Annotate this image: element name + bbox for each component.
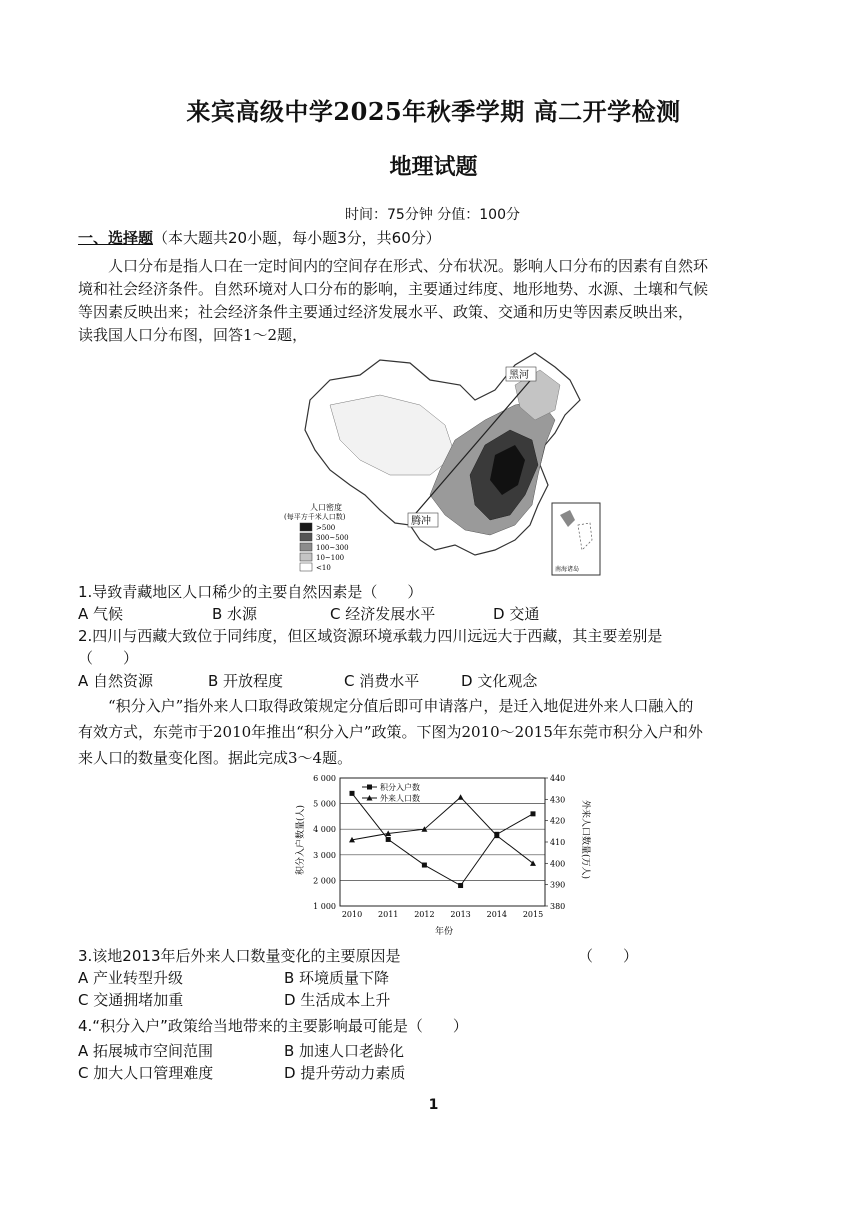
legend-swatch-3 xyxy=(300,543,312,551)
south-china-sea-inset xyxy=(552,503,600,575)
legend-subtitle: (每平方千米人口数) xyxy=(284,513,346,521)
legend-label-3: 100~300 xyxy=(316,544,349,552)
series-line-1 xyxy=(352,793,533,885)
heihe-label: 黑河 xyxy=(509,370,529,381)
y-right-tick-label: 400 xyxy=(550,859,566,869)
q4-option-a[interactable]: A 拓展城市空间范围 xyxy=(78,1042,214,1060)
passage-population xyxy=(78,255,811,347)
y-axis-right-label: 外来人口数量(万人) xyxy=(580,800,590,880)
q3-option-c[interactable]: C 交通拥堵加重 xyxy=(78,991,184,1009)
passage-line: 人口分布是指人口在一定时间内的空间存在形式、分布状况。影响人口分布的因素有自然环 xyxy=(108,257,709,275)
y-left-tick-label: 4 000 xyxy=(313,825,336,835)
q3-option-d[interactable]: D 生活成本上升 xyxy=(284,991,391,1009)
y-left-tick-label: 2 000 xyxy=(313,876,336,886)
q4-option-c[interactable]: C 加大人口管理难度 xyxy=(78,1064,214,1082)
y-right-tick-label: 380 xyxy=(550,902,566,911)
y-right-tick-label: 410 xyxy=(550,838,566,847)
legend-marker-square xyxy=(367,785,372,790)
passage-line: 来人口的数量变化图。据此完成3～4题。 xyxy=(78,749,353,767)
y-left-tick-label: 5 000 xyxy=(313,799,336,809)
passage-line: 有效方式，东莞市于2010年推出“积分入户”政策。下图为2010～2015年东莞市积分入户和外 xyxy=(78,723,703,741)
chart-series xyxy=(349,791,536,888)
plot-frame xyxy=(340,778,545,906)
x-tick-label: 2011 xyxy=(378,910,399,919)
legend-series-2: 外来人口数 xyxy=(380,794,420,803)
legend-label-1: >500 xyxy=(316,524,336,532)
legend-label-2: 300~500 xyxy=(316,534,349,542)
tengchong-label: 腾冲 xyxy=(411,516,431,527)
subject-title: 地理试题 xyxy=(389,154,478,180)
question-1-stem: 1.导致青藏地区人口稀少的主要自然因素是（ ） xyxy=(78,583,423,601)
x-tick-label: 2010 xyxy=(341,910,363,919)
legend-items xyxy=(300,523,349,572)
question-2-paren: （ ） xyxy=(78,649,139,667)
chart-grid xyxy=(340,804,545,881)
inset-label: 南海诸岛 xyxy=(555,566,580,573)
x-tick-label: 2015 xyxy=(522,910,544,919)
legend-label-4: 10~100 xyxy=(316,554,345,562)
legend-title: 人口密度 xyxy=(310,503,342,512)
series-line-2 xyxy=(352,797,533,863)
q3-option-a[interactable]: A 产业转型升级 xyxy=(78,969,184,987)
q4-option-d[interactable]: D 提升劳动力素质 xyxy=(284,1064,406,1082)
exam-title: 来宾高级中学2025年秋季学期 高二开学检测 xyxy=(186,97,681,126)
y-left-tick-label: 6 000 xyxy=(313,774,336,783)
point-migrant-population xyxy=(458,794,464,800)
passage-points-household xyxy=(78,693,811,771)
x-tick-label: 2014 xyxy=(486,910,507,919)
y-axis-left-label: 积分入户数量(人) xyxy=(296,804,306,875)
q1-option-d[interactable]: D 交通 xyxy=(493,605,540,623)
y-left-tick-label: 1 000 xyxy=(313,902,336,911)
passage-line: “积分入户”指外来人口取得政策规定分值后即可申请落户，是迁入地促进外来人口融入的 xyxy=(108,697,694,715)
q4-option-b[interactable]: B 加速人口老龄化 xyxy=(284,1042,405,1060)
q1-option-a[interactable]: A 气候 xyxy=(78,605,124,623)
exam-meta: 时间：75分钟 分值：100分 xyxy=(345,207,520,223)
point-points-household xyxy=(422,863,427,868)
question-4-stem: 4.“积分入户”政策给当地带来的主要影响最可能是（ ） xyxy=(78,1017,468,1035)
page-number: 1 xyxy=(428,1097,439,1113)
legend-swatch-1 xyxy=(300,523,312,531)
q2-option-a[interactable]: A 自然资源 xyxy=(78,672,154,690)
chart-legend xyxy=(362,782,420,803)
point-points-household xyxy=(386,837,391,842)
y-left-tick-label: 3 000 xyxy=(313,850,336,860)
y-right-tick-label: 390 xyxy=(550,880,566,890)
question-3-paren: （ ） xyxy=(578,947,639,965)
question-3-stem: 3.该地2013年后外来人口数量变化的主要原因是 xyxy=(78,947,401,965)
legend-series-1: 积分入户数 xyxy=(380,783,420,792)
x-tick-label: 2013 xyxy=(450,910,471,919)
household-population-chart xyxy=(285,770,605,940)
legend-label-5: <10 xyxy=(316,564,331,572)
q2-option-d[interactable]: D 文化观念 xyxy=(461,672,538,690)
section-description: （本大题共20小题，每小题3分，共60分） xyxy=(153,229,441,247)
legend-swatch-5 xyxy=(300,563,312,571)
y-right-tick-label: 430 xyxy=(550,795,566,805)
legend-swatch-4 xyxy=(300,553,312,561)
point-points-household xyxy=(458,883,463,888)
y-right-tick-label: 420 xyxy=(550,816,566,826)
passage-line: 境和社会经济条件。自然环境对人口分布的影响，主要通过纬度、地形地势、水源、土壤和气候 xyxy=(78,280,709,298)
question-2-stem: 2.四川与西藏大致位于同纬度，但区域资源环境承载力四川远远大于西藏，其主要差别是 xyxy=(78,627,663,645)
x-tick-label: 2012 xyxy=(414,910,435,919)
section-heading xyxy=(78,227,441,248)
section-title: 一、选择题 xyxy=(78,229,154,247)
passage-line: 读我国人口分布图，回答1～2题， xyxy=(78,326,308,344)
population-density-map xyxy=(270,345,615,580)
passage-line: 等因素反映出来；社会经济条件主要通过经济发展水平、政策、交通和历史等因素反映出来， xyxy=(78,303,694,321)
q1-option-b[interactable]: B 水源 xyxy=(212,605,258,623)
x-axis-label: 年份 xyxy=(435,927,454,937)
point-points-household xyxy=(350,791,355,796)
point-points-household xyxy=(531,811,536,816)
legend-swatch-2 xyxy=(300,533,312,541)
q2-option-b[interactable]: B 开放程度 xyxy=(208,672,284,690)
y-right-tick-label: 440 xyxy=(550,774,566,783)
q3-option-b[interactable]: B 环境质量下降 xyxy=(284,969,390,987)
q2-option-c[interactable]: C 消费水平 xyxy=(344,672,420,690)
q1-option-c[interactable]: C 经济发展水平 xyxy=(330,605,436,623)
